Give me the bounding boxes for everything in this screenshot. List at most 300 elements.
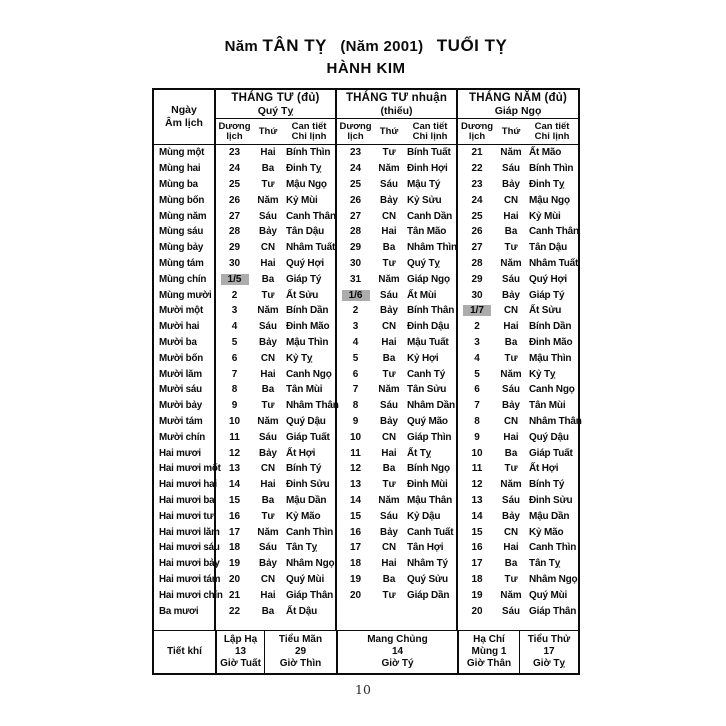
table-row [154,493,578,509]
tiet-name: Tiểu Mãn [278,633,323,645]
weekday-cell: Tư [382,589,396,601]
table-row [154,303,578,319]
weekday-cell: Sáu [502,163,521,175]
weekday-cell: Ba [382,352,396,364]
canchi-cell: Giáp Tuất [286,431,330,443]
weekday-cell: Hai [503,321,519,333]
solar-date-cell: 25 [457,208,496,224]
weekday-cell: CN [381,210,397,222]
title-age: TUỔI TỴ [436,36,508,55]
lunar-day-cell: Mười sáu [159,384,202,396]
lunar-day-cell: Hai mươi sáu [159,542,220,554]
weekday-cell: Sáu [259,321,277,333]
solar-date-cell: 22 [457,161,496,177]
solar-date-cell: 15 [336,508,374,524]
weekday-cell: Ba [261,384,275,396]
canchi-cell: Ất Sửu [286,289,319,301]
solar-date-cell: 7 [215,366,253,382]
canchi-cell: Đinh Tỵ [286,163,322,175]
tiet-hour: Giờ Thân [466,657,512,669]
solar-date-cell: 5 [336,350,374,366]
table-row [154,350,578,366]
canchi-cell: Giáp Thân [529,605,577,617]
solar-date-cell: 20 [336,587,374,603]
solar-date-cell: 11 [336,445,374,461]
solar-date-cell: 10 [336,429,374,445]
solar-date-cell: 14 [457,508,496,524]
month-canchi: (thiếu) [380,104,413,117]
weekday-cell: CN [503,415,519,427]
table-row [154,208,578,224]
canchi-cell: Tân Dậu [529,242,568,254]
weekday-cell: Bảy [502,289,521,301]
solar-date-cell: 18 [457,572,496,588]
weekday-cell: Sáu [380,289,398,301]
canchi-cell: Canh Ngọ [529,384,575,396]
weekday-cell: Ba [261,494,275,506]
solar-date-cell: 29 [457,271,496,287]
table-row [154,477,578,493]
weekday-cell: Năm [500,479,522,491]
canchi-cell: Mậu Ngọ [529,194,570,206]
tiet-day: 14 [391,645,404,657]
weekday-cell: Năm [378,384,400,396]
solar-date-cell: 31 [336,271,374,287]
subheader-canchi: Can tiết Chi lịnh [404,119,457,145]
subheader-canchi: Can tiết Chi lịnh [526,119,578,145]
tiet-name: Hạ Chí [473,633,505,645]
table-row [154,556,578,572]
solar-date-cell: 30 [457,287,496,303]
solar-date-cell: 12 [457,477,496,493]
canchi-cell: Mậu Thân [407,494,453,506]
weekday-cell: Năm [500,368,522,380]
lunar-day-cell: Hai mươi tư [159,510,214,522]
canchi-cell: Ất Dậu [286,605,318,617]
table-row [154,398,578,414]
lunar-day-cell: Mùng hai [159,163,201,175]
canchi-cell: Bính Thìn [529,163,574,175]
canchi-cell: Ất Hợi [286,447,316,459]
table-row [154,192,578,208]
canchi-cell: Nhâm Dần [407,400,455,412]
canchi-cell: Canh Ngọ [286,368,332,380]
tiet-name: Mang Chủng [367,633,428,645]
page-header [3,36,726,77]
weekday-cell: Tư [504,463,518,475]
weekday-cell: Sáu [502,494,521,506]
weekday-cell: CN [503,305,519,317]
canchi-cell: Đinh Mão [529,336,573,348]
table-row [154,256,578,272]
weekday-cell: Sáu [259,431,277,443]
solar-date-cell: 25 [336,177,374,193]
solar-date-cell [215,271,253,287]
solar-date-cell: 26 [215,192,253,208]
solar-date-cell: 17 [336,540,374,556]
tietkhi-cell-ha-chi [457,631,519,673]
table-row [154,145,578,161]
solar-date-cell: 26 [336,192,374,208]
tiet-day: 13 [234,645,247,657]
canchi-cell: Mậu Tý [407,178,441,190]
canchi-cell: Giáp Tý [286,273,322,285]
canchi-cell: Canh Thân [286,210,336,222]
weekday-cell: Năm [257,305,279,317]
canchi-cell: Bính Tý [529,479,565,491]
solar-date-cell: 21 [457,145,496,161]
solar-date-cell: 8 [215,382,253,398]
weekday-cell: Ba [382,242,396,254]
weekday-cell: Sáu [502,273,521,285]
solar-date-cell: 15 [215,493,253,509]
canchi-cell: Kỷ Mùi [286,194,318,206]
title-prefix: Năm [224,38,259,55]
spacer-cell [457,619,578,630]
weekday-cell: Hai [260,479,276,491]
month-header-thang-nam [457,90,578,119]
solar-date-cell: 3 [215,303,253,319]
canchi-cell: Nhâm Ngọ [286,558,335,570]
canchi-cell: Nhâm Ngọ [529,573,578,585]
month-title: THÁNG NĂM (đủ) [469,91,568,104]
solar-date-cell: 2 [215,287,253,303]
tiet-day: 29 [294,645,307,657]
weekday-cell: Bảy [502,178,521,190]
table-row [154,603,578,619]
solar-date-cell: 16 [215,508,253,524]
solar-date-cell: 7 [336,382,374,398]
canchi-cell: Đinh Sửu [529,494,573,506]
table-row [154,319,578,335]
canchi-cell: Tân Mão [407,226,447,238]
solar-date-cell: 15 [457,524,496,540]
weekday-cell: Ba [504,336,518,348]
canchi-cell: Kỷ Tỵ [286,352,313,364]
weekday-cell: Năm [378,163,400,175]
weekday-cell: Tư [382,479,396,491]
weekday-cell: Bảy [380,194,398,206]
canchi-cell: Ất Hợi [529,463,559,475]
subheader-canchi: Can tiết Chi lịnh [283,119,336,145]
tiet-name: Lập Hạ [223,633,258,645]
table-row [154,508,578,524]
solar-date-cell: 10 [457,445,496,461]
tietkhi-cell-tieu-thu [519,631,578,673]
weekday-cell: Năm [500,589,522,601]
weekday-cell: Hai [260,147,276,159]
weekday-cell: Sáu [380,400,398,412]
tietkhi-cell-tieu-man [264,631,336,673]
weekday-cell: Tư [382,147,396,159]
table-row [154,271,578,287]
month-canchi: Giáp Ngọ [494,104,542,117]
tiet-hour: Giờ Tỵ [532,657,566,669]
weekday-cell: Sáu [502,605,521,617]
canchi-cell: Quý Mùi [529,589,568,601]
lunar-day-cell: Hai mươi lăm [159,526,220,538]
canchi-cell: Tân Tỵ [529,558,561,570]
solar-date-cell [336,603,374,619]
tietkhi-label: Tiết khí [167,645,202,657]
canchi-cell: Mậu Thìn [286,336,329,348]
solar-month-start-highlight: 1/5 [221,274,249,285]
weekday-cell: Bảy [259,226,277,238]
weekday-cell: Sáu [502,384,521,396]
table-row [154,224,578,240]
weekday-cell: CN [381,431,397,443]
solar-date-cell: 28 [336,224,374,240]
weekday-cell: Bảy [259,558,277,570]
solar-date-cell: 29 [215,240,253,256]
spacer-row [154,619,578,630]
table-row [154,429,578,445]
tiet-day: Mùng 1 [471,645,507,657]
subheader-weekday: Thứ [253,119,283,145]
solar-date-cell: 30 [215,256,253,272]
weekday-cell: Hai [260,257,276,269]
tietkhi-cell-mang-chung [336,631,457,673]
weekday-cell: Hai [381,226,397,238]
canchi-cell: Quý Mùi [286,573,325,585]
lunar-day-cell: Mùng bảy [159,242,204,254]
table-row [154,572,578,588]
subheader-solar: Dương lịch [457,119,496,145]
canchi-cell: Canh Dần [407,210,453,222]
weekday-cell: CN [381,542,397,554]
sub-header-row [154,119,578,145]
solar-date-cell: 25 [215,177,253,193]
lunar-table-body [154,145,582,630]
solar-date-cell: 28 [215,224,253,240]
canchi-cell: Quý Tỵ [407,257,440,269]
canchi-cell: Canh Thìn [286,526,334,538]
canchi-cell: Tân Dậu [286,226,325,238]
weekday-cell: Hai [503,431,519,443]
table-row [154,445,578,461]
canchi-cell: Quý Hợi [286,257,324,269]
table-row [154,287,578,303]
lunar-day-cell: Ba mươi [159,605,199,617]
solar-date-cell: 19 [215,556,253,572]
solar-date-cell: 2 [457,319,496,335]
weekday-cell: Năm [257,415,279,427]
weekday-cell: Năm [500,257,522,269]
solar-date-cell: 24 [457,192,496,208]
canchi-cell: Mậu Dần [529,510,570,522]
lunar-day-cell: Mười hai [159,321,200,333]
canchi-cell: Nhâm Tuất [529,257,579,269]
weekday-cell: Năm [257,194,279,206]
canchi-cell: Mậu Dần [286,494,327,506]
lunar-day-cell: Mùng bốn [159,194,205,206]
table-row [154,524,578,540]
weekday-cell: Hai [260,589,276,601]
weekday-cell: Năm [378,273,400,285]
canchi-cell: Đinh Sửu [286,479,330,491]
solar-date-cell: 14 [215,477,253,493]
weekday-cell: Ba [261,605,275,617]
month-title: THÁNG TƯ (đủ) [231,91,320,104]
weekday-cell: Ba [504,447,518,459]
lunar-day-cell: Mười bảy [159,400,202,412]
solar-date-cell: 20 [215,572,253,588]
page-subtitle: HÀNH KIM [326,60,406,77]
lunar-day-cell: Mười tám [159,415,203,427]
canchi-cell: Đinh Mão [286,321,330,333]
lunar-day-cell: Mười lăm [159,368,202,380]
canchi-cell: Giáp Tuất [529,447,573,459]
table-row [154,240,578,256]
canchi-cell: Tân Sửu [407,384,447,396]
canchi-cell: Giáp Thân [286,589,334,601]
canchi-cell: Canh Thân [529,226,579,238]
solar-date-cell: 22 [215,603,253,619]
canchi-cell: Giáp Ngọ [407,273,450,285]
weekday-cell: Tư [504,352,518,364]
canchi-cell: Quý Dậu [529,431,569,443]
title-year-name: TÂN TỴ [262,36,327,55]
solar-date-cell: 16 [336,524,374,540]
canchi-cell: Ất Tỵ [407,447,432,459]
weekday-cell: Hai [260,368,276,380]
solar-date-cell: 2 [336,303,374,319]
canchi-cell: Nhâm Tuất [286,242,336,254]
tiet-hour: Giờ Thìn [279,657,322,669]
canchi-cell: Giáp Tý [529,289,565,301]
corner-line2: Âm lịch [165,117,203,129]
spacer-cell [154,619,215,630]
canchi-cell: Kỷ Mùi [529,210,561,222]
weekday-cell: Tư [261,178,275,190]
canchi-cell: Kỷ Mão [286,510,321,522]
weekday-cell: CN [260,573,276,585]
month-header-thang-tu-nhuan [336,90,457,119]
solar-date-cell: 23 [457,177,496,193]
solar-date-cell: 24 [215,161,253,177]
canchi-cell: Nhâm Thân [286,400,339,412]
table-row [154,414,578,430]
lunar-day-cell: Mùng sáu [159,226,204,238]
solar-date-cell: 24 [336,161,374,177]
lunar-day-cell: Hai mươi ba [159,494,215,506]
solar-date-cell: 9 [457,429,496,445]
weekday-cell: Bảy [259,447,277,459]
spacer-cell [215,619,336,630]
canchi-cell: Quý Mão [407,415,448,427]
subheader-solar: Dương lịch [336,119,374,145]
canchi-cell: Nhâm Tý [407,558,448,570]
weekday-cell: CN [503,194,519,206]
weekday-cell: Ba [504,558,518,570]
canchi-cell: Canh Thìn [529,542,577,554]
solar-date-cell: 4 [336,335,374,351]
canchi-cell: Canh Tý [407,368,446,380]
solar-date-cell [457,303,496,319]
solar-date-cell: 5 [215,335,253,351]
canchi-cell: Quý Hợi [529,273,567,285]
weekday-cell: Bảy [380,305,398,317]
solar-date-cell: 16 [457,540,496,556]
table-row [154,540,578,556]
solar-date-cell: 12 [215,445,253,461]
weekday-cell: Sáu [380,510,398,522]
canchi-cell: Mậu Ngọ [286,178,327,190]
canchi-cell: Giáp Thìn [407,431,452,443]
solar-date-cell: 27 [215,208,253,224]
solar-date-cell: 5 [457,366,496,382]
lunar-day-cell: Hai mươi mốt [159,463,221,475]
solar-date-cell: 27 [336,208,374,224]
solar-date-cell: 10 [215,414,253,430]
solar-date-cell: 21 [215,587,253,603]
canchi-cell: Đinh Hợi [407,163,448,175]
solar-date-cell: 28 [457,256,496,272]
table-row [154,335,578,351]
solar-date-cell: 13 [457,493,496,509]
canchi-cell: Bính Dần [286,305,329,317]
canchi-cell: Tân Mùi [529,400,566,412]
tiet-hour: Giờ Tuất [220,657,261,669]
canchi-cell: Giáp Dần [407,589,450,601]
canchi-cell: Tân Tỵ [286,542,318,554]
weekday-cell: Ba [261,163,275,175]
subheader-weekday: Thứ [374,119,404,145]
tiet-day: 17 [543,645,555,657]
lunar-day-cell: Mười một [159,305,204,317]
canchi-cell: Ất Mùi [407,289,437,301]
weekday-cell: Ba [382,463,396,475]
weekday-cell: Hai [503,542,519,554]
solar-date-cell: 14 [336,493,374,509]
solar-date-cell: 8 [336,398,374,414]
lunar-day-cell: Hai mươi bảy [159,558,220,570]
solar-month-start-highlight: 1/7 [463,305,491,316]
weekday-cell: Bảy [380,526,398,538]
month-header-row [154,90,578,119]
solar-date-cell: 9 [215,398,253,414]
spacer-cell [336,619,457,630]
solar-date-cell: 19 [457,587,496,603]
tiet-name: Tiểu Thử [527,633,571,645]
weekday-cell: Bảy [259,336,277,348]
lunar-day-cell: Mùng một [159,147,205,159]
solar-date-cell: 20 [457,603,496,619]
solar-date-cell: 4 [457,350,496,366]
solar-date-cell: 11 [215,429,253,445]
canchi-cell: Kỷ Tỵ [529,368,556,380]
weekday-cell: Tư [504,242,518,254]
weekday-cell: CN [260,352,276,364]
canchi-cell: Nhâm Thìn [407,242,457,254]
weekday-cell: Năm [500,147,522,159]
weekday-cell: Sáu [380,178,398,190]
weekday-cell: Hai [503,210,519,222]
subheader-weekday: Thứ [496,119,526,145]
solar-date-cell: 13 [336,477,374,493]
weekday-cell: Năm [378,494,400,506]
weekday-cell: Bảy [380,415,398,427]
lunar-day-cell: Mười chín [159,431,206,443]
solar-date-cell: 18 [336,556,374,572]
month-title: THÁNG TƯ nhuận [345,91,448,104]
weekday-cell: Ba [382,573,396,585]
lunar-day-cell: Mùng tám [159,257,204,269]
month-canchi: Quý Tỵ [257,104,294,117]
table-row [154,587,578,603]
canchi-cell: Canh Tuất [407,526,454,538]
canchi-cell: Quý Dậu [286,415,326,427]
